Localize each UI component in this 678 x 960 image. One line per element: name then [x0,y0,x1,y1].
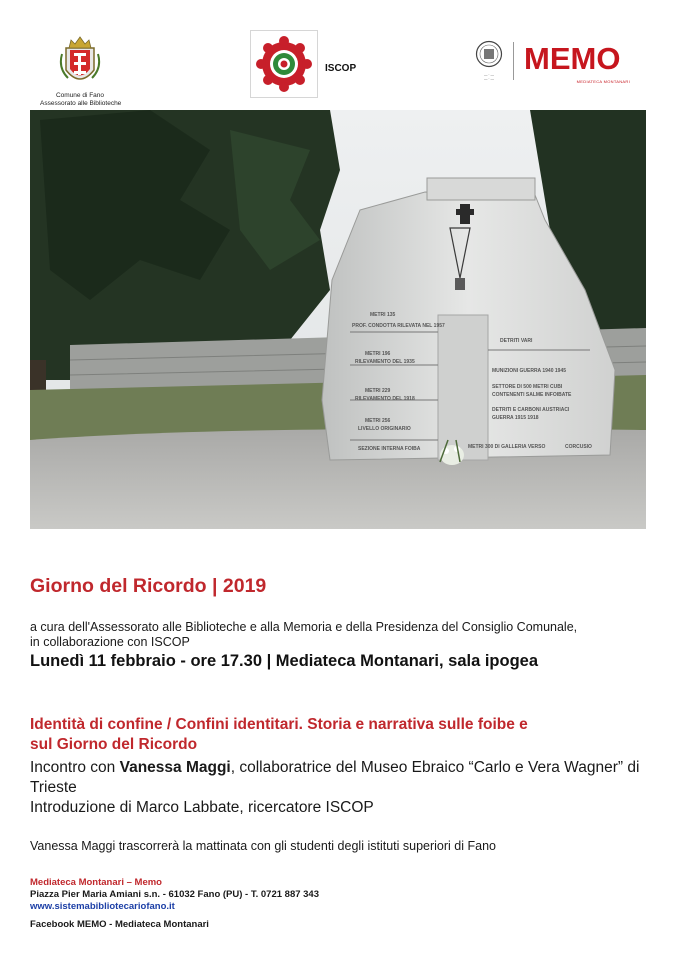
speaker-suffix: , collaboratrice del Museo Ebraico “Carlo e Vera Wagner” di Trieste [30,759,640,796]
svg-text:GUERRA 1915 1918: GUERRA 1915 1918 [492,415,539,421]
monument-top-block [427,178,535,200]
speaker-info [30,758,650,798]
footer-address: Piazza Pier Maria Amiani s.n. - 61032 Fano (PU) - T. 0721 887 343 [30,889,319,900]
relief-panel [438,315,488,460]
memo-subtitle: MEDIATECA MONTANARI [576,79,630,84]
credits-line-1: a cura dell'Assessorato alle Biblioteche e alla Memoria e della Presidenza del Consiglio Comunale, [30,620,578,634]
iscop-label: ISCOP [325,63,357,74]
memo-wordmark: MEMO [524,41,621,76]
university-seal-icon [475,40,503,68]
logo-divider [513,42,514,80]
credits-line-2: in collaborazione con ISCOP [30,635,190,649]
svg-text:SEZIONE INTERNA FOIBA: SEZIONE INTERNA FOIBA [358,446,421,452]
memo-logo [522,40,634,84]
svg-text:METRI 256: METRI 256 [365,418,391,424]
svg-text:DETRITI VARI: DETRITI VARI [500,338,533,344]
event-subtitle [30,715,640,755]
fano-logo-line2: Assessorato alle Biblioteche [40,100,122,107]
svg-text:MUNIZIONI GUERRA 1940 1945: MUNIZIONI GUERRA 1940 1945 [492,368,567,374]
memo-logo-icon [522,40,634,76]
morning-note: Vanessa Maggi trascorrerà la mattinata con gli studenti degli istituti superiori di Fano [30,839,496,853]
fano-coat-of-arms-icon [58,34,102,92]
university-seal: — · — — · — [474,40,504,81]
event-date-venue: Lunedì 11 febbraio - ore 17.30 | Mediateca Montanari, sala ipogea [30,652,539,670]
iscop-rosette-icon [251,31,317,97]
speaker-prefix: Incontro con [30,759,120,776]
introduction: Introduzione di Marco Labbate, ricercatore ISCOP [30,799,374,816]
svg-text:METRI 135: METRI 135 [370,312,396,318]
fano-logo [40,34,120,108]
svg-text:CORCUSIO: CORCUSIO [565,444,592,450]
speaker-name: Vanessa Maggi [119,759,231,776]
fano-logo-line1: Comune di Fano [55,92,105,99]
svg-text:RILEVAMENTO DEL 1918: RILEVAMENTO DEL 1918 [355,396,415,402]
svg-text:METRI 229: METRI 229 [365,388,391,394]
svg-text:RILEVAMENTO DEL 1935: RILEVAMENTO DEL 1935 [355,359,415,365]
iscop-logo [250,30,318,98]
svg-text:LIVELLO ORIGINARIO: LIVELLO ORIGINARIO [358,426,411,432]
svg-text:METRI 300 DI GALLERIA VERSO: METRI 300 DI GALLERIA VERSO [468,444,546,450]
credits [30,620,577,650]
footer-org: Mediateca Montanari – Memo [30,877,162,888]
footer [30,877,319,931]
event-subtitle-line-2: sul Giorno del Ricordo [30,736,198,753]
monument-photo [30,110,646,529]
footer-website-link[interactable]: www.sistemabibliotecariofano.it [30,901,175,912]
event-subtitle-line-1: Identità di confine / Confini identitari. Storia e narrativa sulle foibe e [30,716,528,733]
svg-text:SETTORE DI 500 METRI CUBI: SETTORE DI 500 METRI CUBI [492,384,563,390]
event-title: Giorno del Ricordo | 2019 [30,575,267,597]
footer-facebook: Facebook MEMO - Mediateca Montanari [30,919,209,930]
svg-text:METRI 196: METRI 196 [365,351,391,357]
svg-text:DETRITI E CARBONI AUSTRIACI: DETRITI E CARBONI AUSTRIACI [492,407,570,413]
svg-text:CONTENENTI SALME INFOIBATE: CONTENENTI SALME INFOIBATE [492,392,572,398]
svg-text:PROF. CONDOTTA RILEVATA NEL 19: PROF. CONDOTTA RILEVATA NEL 1957 [352,323,445,329]
